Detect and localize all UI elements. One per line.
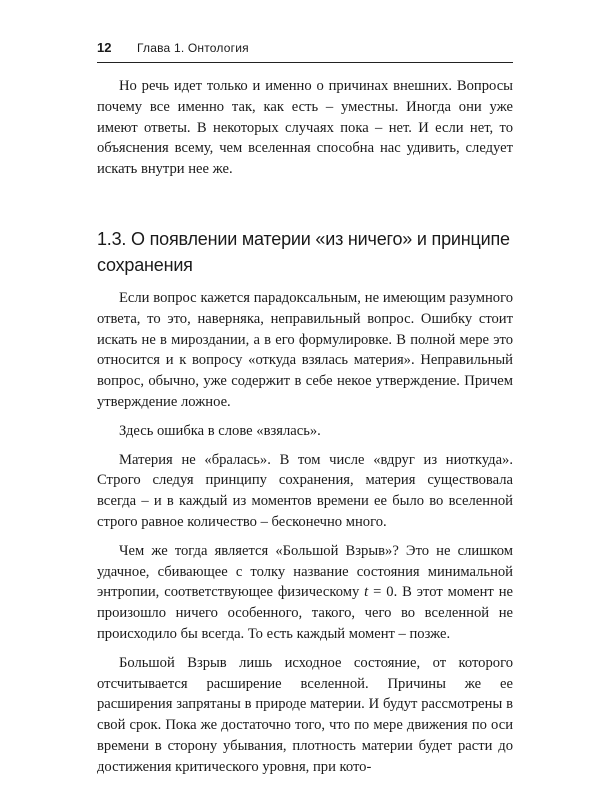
math-variable-t: t (364, 584, 369, 601)
paragraph: Если вопрос кажется парадоксальным, не имеющим разумного ответа, то это, наверняка, неправильный вопрос. Ошибку стоит искать не в мироздании, а в его формулировке. В полной мере это относится и к вопросу «откуда взялась материя». Неправильный вопрос, обычно, уже содержит в себе некое утверждение. Причем утверждение ложное. (97, 289, 513, 410)
paragraph: Большой Взрыв лишь исходное состояние, от которого отсчитывается расширение вселенной. Причины же ее расширения запрятаны в природе материи. И будут рассмотрены в свой срок. Пока же достаточно того, что по мере движения по оси времени в сторону убывания, плотность материи будет расти до достижения критического уровня, при кото- (97, 654, 513, 775)
paragraph: Материя не «бралась». В том числе «вдруг из ниоткуда». Строго следуя принципу сохранения, материя существовала всегда – и в каждый из моментов времени ее было во вселенной строго равное количество – бесконечно много. (97, 451, 513, 530)
paragraph: Здесь ошибка в слове «взялась». (119, 422, 321, 439)
page-body (97, 76, 513, 786)
running-header (97, 40, 513, 63)
text-run: Чем же тогда является «Большой Взрыв»? Это не слишком удачное, сбивающее с толку название состояния минимальной энтропии, соответствующее физическому (97, 542, 513, 601)
paragraph-intro: Но речь идет только и именно о причинах внешних. Вопросы почему все именно так, как есть – уместны. Иногда они уже имеют ответы. В некоторых случаях пока – нет. И если нет, то объяснения всему, чем вселенная способна нас удивить, следует искать внутри нее же. (97, 78, 513, 178)
page-number: 12 (97, 40, 112, 55)
chapter-title: Глава 1. Онтология (137, 41, 249, 55)
paragraph-big-bang (97, 541, 513, 645)
text-run: = 0. В этот момент не произошло ничего особенного, такого, чего во вселенной не происходило бы всегда. То есть каждый момент – позже. (97, 584, 513, 642)
section-heading: 1.3. О появлении материи «из ничего» и принципе сохранения (97, 228, 510, 275)
